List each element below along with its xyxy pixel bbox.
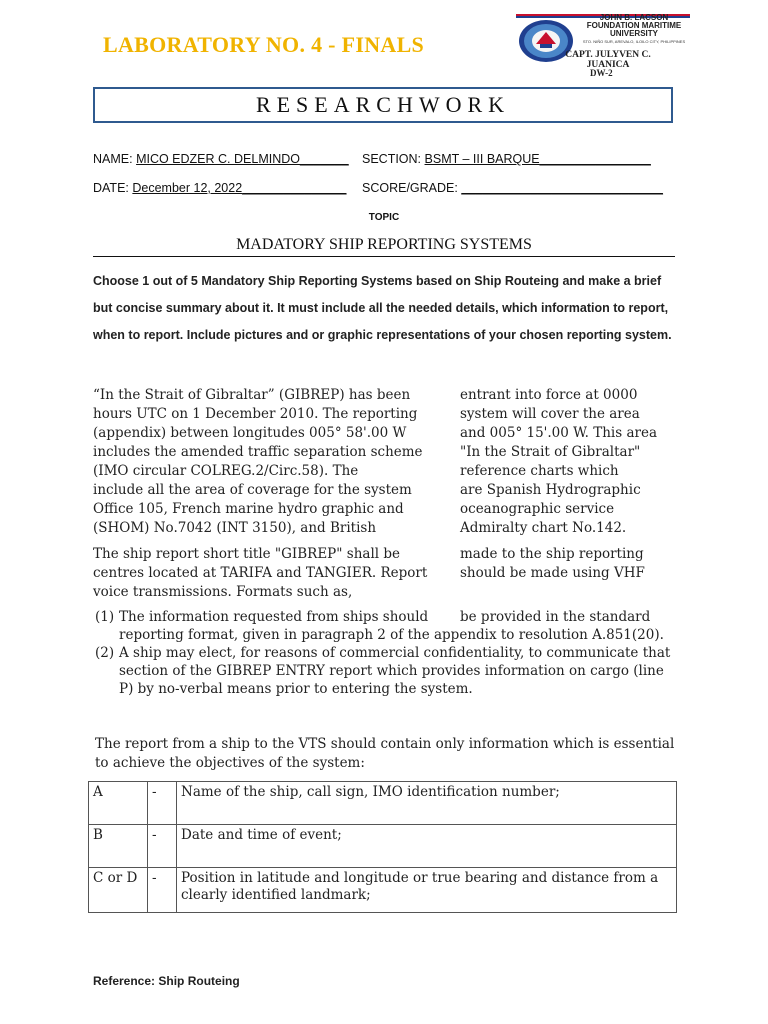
- report-intro-line: to achieve the objectives of the system:: [95, 755, 365, 771]
- table-cell-desc: Date and time of event;: [177, 825, 677, 868]
- para1-right-line: system will cover the area: [460, 406, 640, 422]
- para1-right-line: reference charts which: [460, 463, 619, 479]
- list-item-text: A ship may elect, for reasons of commercial confidentiality, to communicate that: [119, 645, 671, 661]
- date-value: December 12, 2022: [132, 181, 243, 195]
- list-item-text: be provided in the standard: [460, 609, 651, 625]
- para1-right-line: "In the Strait of Gibraltar": [460, 444, 641, 460]
- university-name: [578, 14, 690, 38]
- instructions: Choose 1 out of 5 Mandatory Ship Reporting Systems based on Ship Routeing and make a brief but concise summary about it. It must include all the needed details, which information to report, when to report. Include pictures and or graphic representations of your chosen reporting system.: [93, 274, 672, 342]
- university-name-line2: FOUNDATION MARITIME: [586, 21, 682, 30]
- para1-right-line: Admiralty chart No.142.: [460, 520, 627, 536]
- para1-left-line: include all the area of coverage for the system: [93, 482, 412, 498]
- list-item-text: The information requested from ships should: [119, 609, 429, 625]
- table-cell-dash: -: [148, 825, 177, 868]
- reference: Reference: Ship Routeing: [93, 974, 240, 988]
- date-field: [93, 181, 346, 195]
- list-item-text: section of the GIBREP ENTRY report which provides information on cargo (line: [119, 663, 664, 679]
- instructor-code: DW-2: [590, 68, 613, 78]
- para2-left-line: The ship report short title "GIBREP" shall be: [93, 546, 400, 562]
- list-item-number: (1): [95, 609, 115, 625]
- researchwork-title: RESEARCHWORK: [255, 92, 511, 117]
- list-item-text: P) by no-verbal means prior to entering the system.: [119, 681, 473, 697]
- para1-left-column: [93, 386, 423, 538]
- section-value: BSMT – III BARQUE: [424, 152, 540, 166]
- table-row: [89, 868, 677, 913]
- para1-right-column: [460, 386, 657, 538]
- list-item-text: reporting format, given in paragraph 2 of the appendix to resolution A.851(20).: [119, 627, 664, 643]
- para1-left-line: (appendix) between longitudes 005° 58'.00 W: [93, 425, 407, 441]
- para1-right-line: and 005° 15'.00 W. This area: [460, 425, 658, 441]
- name-field: [93, 152, 349, 166]
- table-cell-dash: -: [148, 868, 177, 913]
- para2-right-line: should be made using VHF: [460, 565, 645, 581]
- para2-right-line: made to the ship reporting: [460, 546, 644, 562]
- table-cell-dash: -: [148, 782, 177, 825]
- table-cell-code: B: [89, 825, 148, 868]
- instructor-name: CAPT. JULYVEN C. JUANICA: [565, 50, 651, 70]
- date-label: DATE:: [93, 181, 129, 195]
- para2-left-line: centres located at TARIFA and TANGIER. Report: [93, 565, 428, 581]
- university-name-line3: UNIVERSITY: [609, 29, 658, 38]
- table-row: [89, 825, 677, 868]
- table-cell-desc: Name of the ship, call sign, IMO identification number;: [177, 782, 677, 825]
- date-blank: _______________: [242, 181, 347, 195]
- table-cell-desc: Position in latitude and longitude or true bearing and distance from a clearly identified landmark;: [177, 868, 677, 913]
- para1-right-line: oceanographic service: [460, 501, 615, 517]
- university-name-line1: JOHN B. LACSON: [599, 13, 669, 22]
- para1-left-line: Office 105, French marine hydro graphic and: [93, 501, 404, 517]
- table-row: [89, 782, 677, 825]
- para2-left-line: voice transmissions. Formats such as,: [93, 584, 353, 600]
- topic-title: MADATORY SHIP REPORTING SYSTEMS: [93, 236, 675, 257]
- para1-right-line: entrant into force at 0000: [460, 387, 638, 403]
- para1-left-line: (IMO circular COLREG.2/Circ.58). The: [93, 463, 359, 479]
- report-table: [88, 781, 677, 913]
- table-cell-code: C or D: [89, 868, 148, 913]
- university-address: STO. NIÑO SUR, AREVALO, ILOILO CITY, PHILIPPINES: [582, 39, 686, 44]
- para1-left-line: (SHOM) No.7042 (INT 3150), and British: [93, 520, 377, 536]
- para2-right-column: [460, 545, 645, 583]
- name-blank: _______: [299, 152, 349, 166]
- para2-left-column: [93, 545, 427, 602]
- section-blank: ________________: [539, 152, 651, 166]
- para1-left-line: hours UTC on 1 December 2010. The reporting: [93, 406, 418, 422]
- lab-title: LABORATORY NO. 4 - FINALS: [103, 32, 425, 57]
- para1-left-line: “In the Strait of Gibraltar” (GIBREP) has been: [93, 387, 411, 403]
- report-intro: [95, 735, 674, 773]
- topic-label: TOPIC: [368, 212, 400, 223]
- section-field: [362, 152, 651, 166]
- name-value: MICO EDZER C. DELMINDO: [136, 152, 300, 166]
- score-blank: _____________________________: [461, 181, 663, 195]
- para1-left-line: includes the amended traffic separation scheme: [93, 444, 423, 460]
- table-cell-code: A: [89, 782, 148, 825]
- score-field: [362, 181, 663, 195]
- name-label: NAME:: [93, 152, 133, 166]
- numbered-list: [95, 608, 675, 698]
- section-label: SECTION:: [362, 152, 422, 166]
- list-item-number: (2): [95, 645, 115, 661]
- report-intro-line: The report from a ship to the VTS should contain only information which is essential: [95, 736, 675, 752]
- para1-right-line: are Spanish Hydrographic: [460, 482, 641, 498]
- score-label: SCORE/GRADE:: [362, 181, 458, 195]
